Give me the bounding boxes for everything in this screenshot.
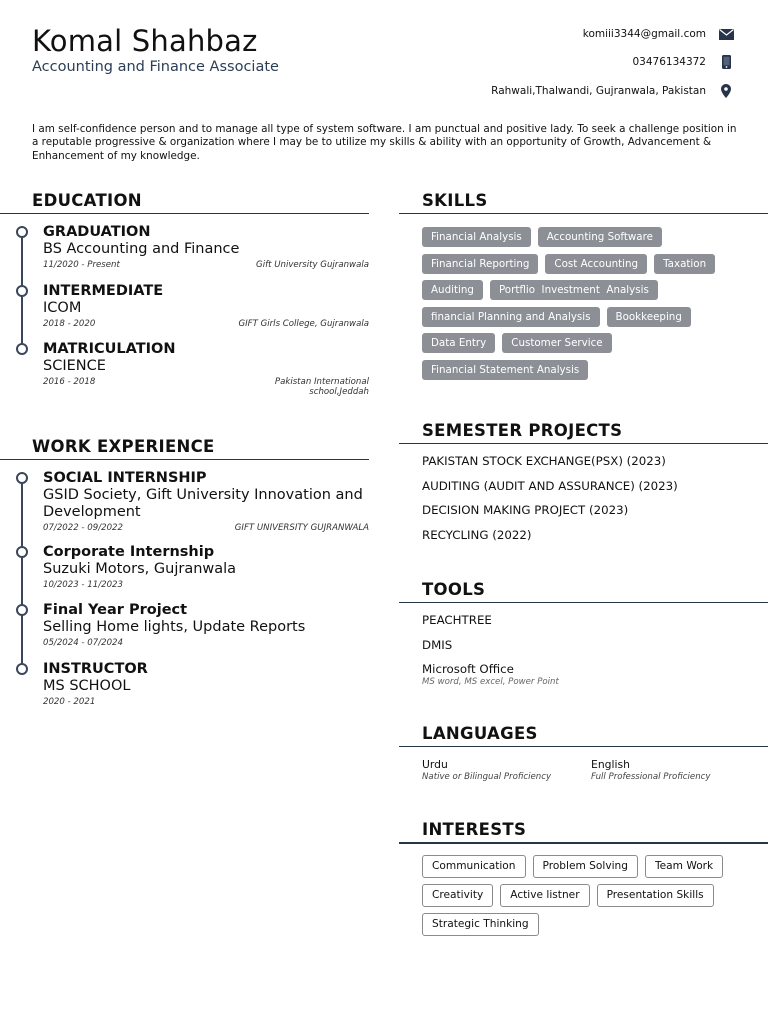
entry-place: GIFT UNIVERSITY GUJRANWALA [234, 523, 369, 533]
skill-tag: Data Entry [422, 333, 495, 353]
entry-place: Pakistan International school,Jeddah [274, 377, 369, 397]
contact-email [583, 27, 734, 41]
map-pin-icon [718, 84, 734, 98]
tool-item: Microsoft Office [422, 662, 514, 676]
contact-phone [633, 55, 735, 69]
work-entry [43, 544, 369, 590]
phone-text: 03476134372 [632, 56, 706, 68]
interest-tag: Communication [422, 855, 526, 878]
timeline-dot [16, 546, 28, 558]
entry-title: Corporate Internship [43, 544, 215, 560]
project-item: RECYCLING (2022) [422, 528, 532, 542]
language-name: Urdu [422, 758, 448, 771]
interest-tag: Team Work [645, 855, 723, 878]
entry-subtitle: ICOM [43, 300, 82, 316]
skill-tag: Financial Reporting [422, 254, 538, 274]
entry-place: GIFT Girls College, Gujranwala [238, 319, 369, 329]
project-item: PAKISTAN STOCK EXCHANGE(PSX) (2023) [422, 454, 666, 468]
work-entry [43, 470, 369, 533]
skill-tag: Customer Service [502, 333, 611, 353]
skill-tag: Auditing [422, 280, 483, 300]
work-entry [43, 602, 369, 648]
timeline-dot [16, 343, 28, 355]
entry-title: Final Year Project [43, 602, 188, 618]
skill-tag: Accounting Software [538, 227, 662, 247]
entry-dates: 05/2024 - 07/2024 [43, 638, 123, 648]
work-entry [43, 661, 369, 707]
tool-note: MS word, MS excel, Power Point [422, 677, 559, 687]
tools-divider [399, 602, 768, 603]
timeline-dot [16, 226, 28, 238]
work-divider [0, 459, 369, 460]
entry-dates: 2016 - 2018 [43, 377, 96, 387]
skill-tag: financial Planning and Analysis [422, 307, 600, 327]
language-name: English [591, 758, 630, 771]
entry-title: SOCIAL INTERNSHIP [43, 470, 207, 486]
entry-dates: 07/2022 - 09/2022 [43, 523, 123, 533]
language-level: Native or Bilingual Proficiency [422, 772, 552, 782]
entry-title: GRADUATION [43, 224, 151, 240]
education-entry [43, 283, 369, 329]
entry-subtitle: MS SCHOOL [43, 678, 131, 694]
entry-subtitle: BS Accounting and Finance [43, 241, 240, 257]
timeline-dot [16, 472, 28, 484]
envelope-icon [718, 27, 734, 41]
skill-tag: Portflio Investment Analysis [490, 280, 658, 300]
projects-divider [399, 443, 768, 444]
education-entry [43, 341, 369, 397]
languages-heading: LANGUAGES [422, 724, 538, 743]
entry-title: INSTRUCTOR [43, 661, 148, 677]
entry-subtitle: Selling Home lights, Update Reports [43, 619, 306, 635]
interest-tag: Strategic Thinking [422, 913, 539, 936]
timeline-dot [16, 285, 28, 297]
interest-tag: Presentation Skills [597, 884, 714, 907]
tool-item: PEACHTREE [422, 613, 492, 627]
entry-dates: 10/2023 - 11/2023 [43, 580, 123, 590]
contact-address [491, 84, 734, 98]
entry-title: MATRICULATION [43, 341, 176, 357]
skill-tag: Bookkeeping [607, 307, 691, 327]
entry-title: INTERMEDIATE [43, 283, 164, 299]
skills-divider [399, 213, 768, 214]
entry-subtitle: Suzuki Motors, Gujranwala [43, 561, 237, 577]
work-timeline [21, 478, 23, 669]
interest-tag: Creativity [422, 884, 493, 907]
candidate-title: Accounting and Finance Associate [32, 59, 279, 75]
skill-tag: Financial Statement Analysis [422, 360, 588, 380]
summary-text: I am self-confidence person and to manage all type of system software. I am punctual and positive lady. To seek a challenge position in a reputable progressive & organization where I may be to utilize my skills & ability with an opportunity of Growth, Advancement & Enhancement of my knowledge. [32, 123, 737, 162]
skills-list [422, 227, 762, 386]
skill-tag: Taxation [654, 254, 715, 274]
projects-heading: SEMESTER PROJECTS [422, 421, 623, 440]
education-divider [0, 213, 369, 214]
tools-heading: TOOLS [422, 580, 486, 599]
interests-divider [399, 842, 768, 844]
work-heading: WORK EXPERIENCE [32, 437, 215, 456]
mobile-phone-icon [718, 55, 734, 69]
skill-tag: Financial Analysis [422, 227, 531, 247]
project-item: AUDITING (AUDIT AND ASSURANCE) (2023) [422, 479, 678, 493]
interests-list [422, 855, 762, 942]
entry-place: Gift University Gujranwala [256, 260, 369, 270]
skill-tag: Cost Accounting [545, 254, 647, 274]
candidate-name: Komal Shahbaz [32, 24, 258, 58]
timeline-dot [16, 604, 28, 616]
skills-heading: SKILLS [422, 191, 488, 210]
entry-dates: 2018 - 2020 [43, 319, 96, 329]
email-text: komiii3344@gmail.com [582, 28, 706, 40]
language-level: Full Professional Proficiency [591, 772, 711, 782]
education-heading: EDUCATION [32, 191, 142, 210]
education-entry [43, 224, 369, 270]
entry-dates: 2020 - 2021 [43, 697, 96, 707]
entry-subtitle: SCIENCE [43, 358, 106, 374]
entry-dates: 11/2020 - Present [43, 260, 120, 270]
address-text: Rahwali,Thalwandi, Gujranwala, Pakistan [491, 85, 706, 97]
interests-heading: INTERESTS [422, 820, 527, 839]
interest-tag: Problem Solving [533, 855, 638, 878]
entry-subtitle: GSID Society, Gift University Innovation and Development [43, 487, 363, 520]
languages-divider [399, 746, 768, 747]
timeline-dot [16, 663, 28, 675]
project-item: DECISION MAKING PROJECT (2023) [422, 503, 629, 517]
tool-item: DMIS [422, 638, 453, 652]
interest-tag: Active listner [500, 884, 589, 907]
